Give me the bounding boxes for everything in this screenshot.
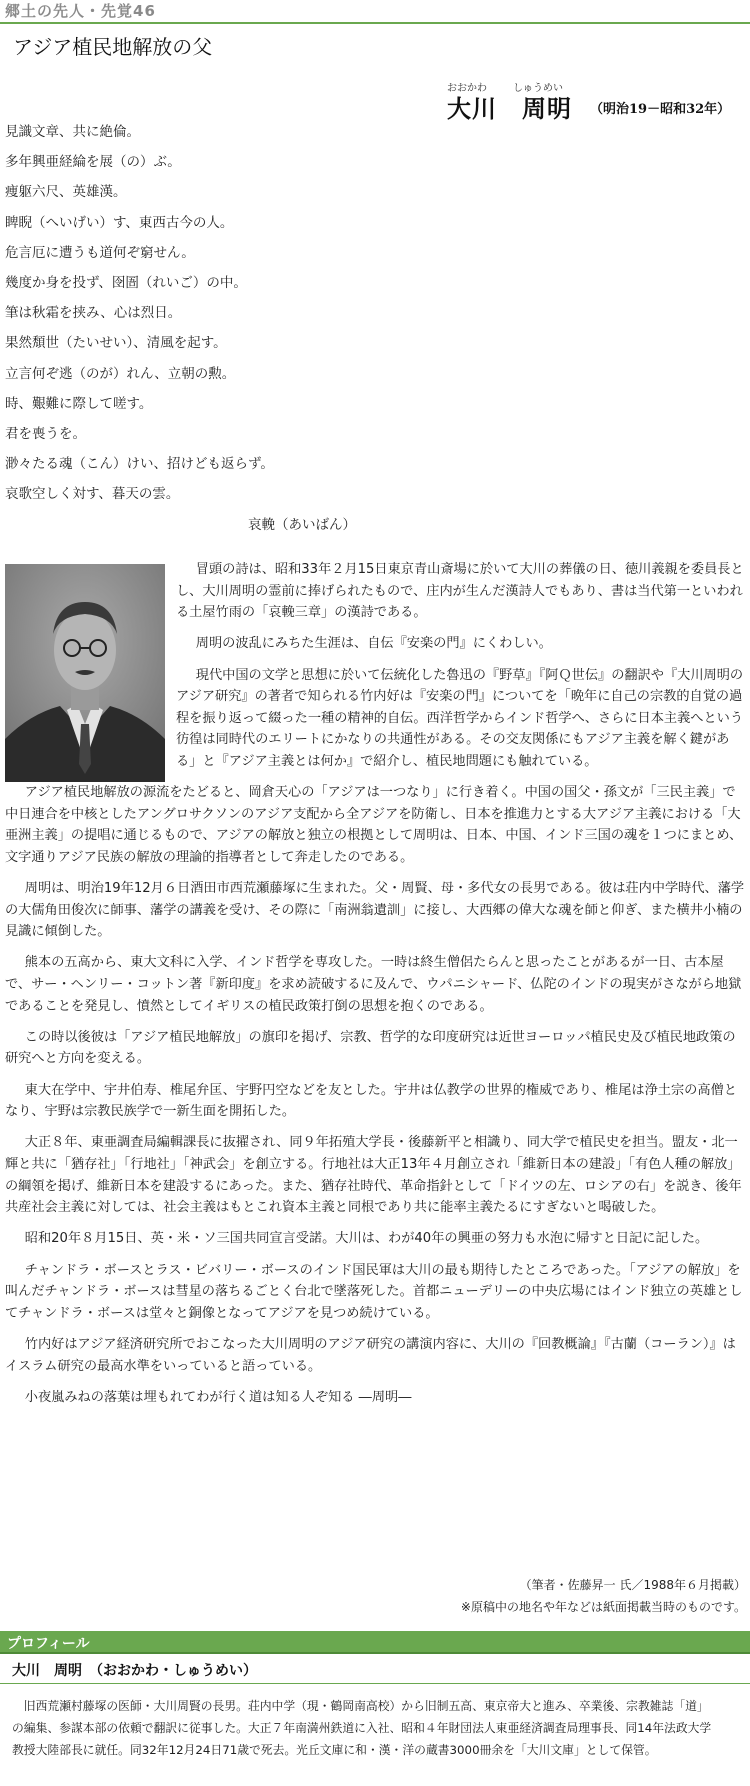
article-paragraph: 竹内好はアジア経済研究所でおこなった大川周明のアジア研究の講演内容に、大川の『回教概論』『古蘭（コーラン）』はイスラム研究の最高水準をいっていると語っている。: [5, 1336, 736, 1374]
article-body: [5, 559, 747, 1418]
page-title: アジア植民地解放の父: [13, 35, 213, 59]
poem-line: 哀歌空しく対す、暮天の雲。: [5, 486, 180, 503]
person-lifespan: （明治19－昭和32年）: [590, 102, 731, 117]
closing-poem: 小夜嵐みねの落葉は埋もれてわが行く道は知る人ぞ知る ―周明―: [24, 1389, 412, 1405]
publication-note: ※原稿中の地名や年などは紙面掲載当時のものです。: [460, 1600, 746, 1614]
article-paragraph: 大正８年、東亜調査局編輯課長に抜擢され、同９年拓殖大学長・後藤新平と相識り、同大学で植民史を担当。盟友・北一輝と共に「猶存社」「行地社」「神武会」を創立する。行地社は大正13年４月創立され「維新日本の建設」「有色人種の解放」の綱領を掲げ、維新日本を建設するにあった。また、猶存社時代、革命指針として「ドイツの左、ロシアの右」を説き、後年共産社会主義に対しては、社会主義はもとこれ資本主義と同根であり共に能率主義たるにすぎないと喝破した。: [5, 1135, 742, 1216]
profile-heading: プロフィール: [7, 1636, 90, 1652]
article-paragraph: アジア植民地解放の源流をたどると、岡倉天心の「アジアは一つなり」に行き着く。中国の国父・孫文が「三民主義」で中日連合を中核としたアングロサクソンのアジア支配から全アジアを防衛し、日本を推進力とする大アジア主義における「大亜洲主義」の提唱に通じるもので、アジアの解放と独立の根拠として周明は、日本、中国、インド三国の魂を１つにまとめ、文字通りアジア民族の解放の理論的指導者として奔走したのである。: [5, 785, 743, 865]
series-header: [0, 0, 750, 22]
name-ruby-surname: おおかわ: [447, 83, 487, 94]
poem-line: 見識文章、共に絶倫。: [5, 124, 140, 140]
poem-line: 危言厄に遭うも道何ぞ窮せん。: [5, 244, 195, 261]
profile-body: 旧西荒瀬村藤塚の医師・大川周賢の長男。荘内中学（現・鶴岡南高校）から旧制五高、東京帝大と進み、卒業後、宗教雑誌「道」の編集、参謀本部の依頼で翻訳に従事した。大正７年南満州鉄道に入社、昭和４年財団法人東亜経済調査局理事長、同14年法政大学教授大陸部長に就任。同32年12月24日71歳で死去。光丘文庫に和・漢・洋の蔵書3000冊余を「大川文庫」として保管。: [12, 1699, 712, 1757]
poem-line: 幾度か身を投ず、囹圄（れいご）の中。: [5, 274, 247, 291]
poem-line: 筆は秋霜を挟み、心は烈日。: [5, 305, 182, 322]
person-name: 大川 周明: [447, 94, 572, 123]
poem: [5, 122, 565, 514]
article-paragraph: 東大在学中、宇井伯寿、椎尾弁匡、宇野円空などを友とした。宇井は仏教学の世界的権威であり、椎尾は浄土宗の高僧となり、宇野は宗教民族学で一新生面を開拓した。: [5, 1082, 737, 1120]
poem-line: 君を喪うを。: [5, 425, 86, 442]
name-ruby-given: しゅうめい: [513, 83, 563, 94]
series-divider: [0, 22, 750, 24]
author-credit: （筆者・佐藤昇一 氏／1988年６月掲載）: [519, 1578, 746, 1592]
article-paragraph: 冒頭の詩は、昭和33年２月15日東京青山斎場に於いて大川の葬儀の日、徳川義親を委員長とし、大川周明の霊前に捧げられたもので、庄内が生んだ漢詩人でもあり、書は当代第一といわれる土屋竹雨の「哀輓三章」の漢詩である。: [176, 562, 744, 621]
poem-line: 立言何ぞ逃（のが）れん、立朝の勲。: [5, 365, 236, 382]
profile-heading-bar: [0, 1631, 750, 1654]
profile-divider: [0, 1683, 750, 1684]
article-paragraph: 現代中国の文学と思想に於いて伝統化した魯迅の『野草』『阿Ｑ世伝』の翻訳や『大川周明のアジア研究』の著者で知られる竹内好は『安楽の門』についてを「晩年に自己の宗教的自覚の過程を振り返って綴った一種の精神的自伝。西洋哲学からインド哲学へ、さらに日本主義へという彷徨は同時代のエリートにかなりの共通性がある。その交友関係にもアジア主義を解く鍵がある」と『アジア主義とは何か』で紹介し、植民地問題にも触れている。: [176, 667, 744, 769]
poem-line: 多年興亜経綸を展（の）ぶ。: [5, 154, 181, 171]
poem-line: 時、艱難に際して嗟す。: [5, 395, 153, 412]
poem-line: 渺々たる魂（こん）けい、招けども返らず。: [5, 456, 274, 473]
poem-line: 痩躯六尺、英雄漢。: [5, 184, 127, 201]
profile-name: 大川 周明 （おおかわ・しゅうめい）: [12, 1663, 257, 1679]
article-paragraph: 昭和20年８月15日、英・米・ソ三国共同宣言受諾。大川は、わが40年の興亜の努力も水泡に帰すと日記に記した。: [24, 1231, 709, 1247]
article-paragraph: チャンドラ・ボースとラス・ビバリー・ボースのインド国民軍は大川の最も期待したところであった。「アジアの解放」を叫んだチャンドラ・ボースは彗星の落ちるごとく台北で墜落死した。首都ニューデリーの中央広場にはインド独立の英雄としてチャンドラ・ボースは堂々と銅像となってアジアを見つめ続けている。: [5, 1262, 743, 1321]
poem-line: 睥睨（へいげい）す、東西古今の人。: [5, 214, 234, 231]
article-paragraph: この時以後彼は「アジア植民地解放」の旗印を掲げ、宗教、哲学的な印度研究は近世ヨーロッパ植民史及び植民地政策の研究へと方向を変える。: [5, 1029, 736, 1067]
poem-line: 果然頽世（たいせい）、清風を起す。: [5, 335, 227, 352]
poem-author: 哀輓（あいばん）: [248, 517, 356, 533]
article-paragraph: 周明は、明治19年12月６日酒田市西荒瀬藤塚に生まれた。父・周賢、母・多代女の長男である。彼は荘内中学時代、藩学の大儒角田俊次に師事、藩学の講義を受け、その際に「南洲翁遺訓」に接し、大西郷の偉大な魂を師と仰ぎ、また横井小楠の見識に傾倒した。: [5, 881, 745, 940]
article-paragraph: 周明の波乱にみちた生涯は、自伝『安楽の門』にくわしい。: [195, 636, 552, 652]
series-label: 郷土の先人・先覚46: [5, 2, 156, 20]
article-paragraph: 熊本の五高から、東大文科に入学、インド哲学を専攻した。一時は終生僧侶たらんと思ったことがあるが一日、古本屋で、サー・ヘンリー・コットン著『新印度』を求め読破するに及んで、ウパニシャード、仏陀のインドの現実がさながら地獄であることを発見し、憤然としてイギリスの植民政策打倒の思想を抱くのである。: [5, 955, 742, 1014]
